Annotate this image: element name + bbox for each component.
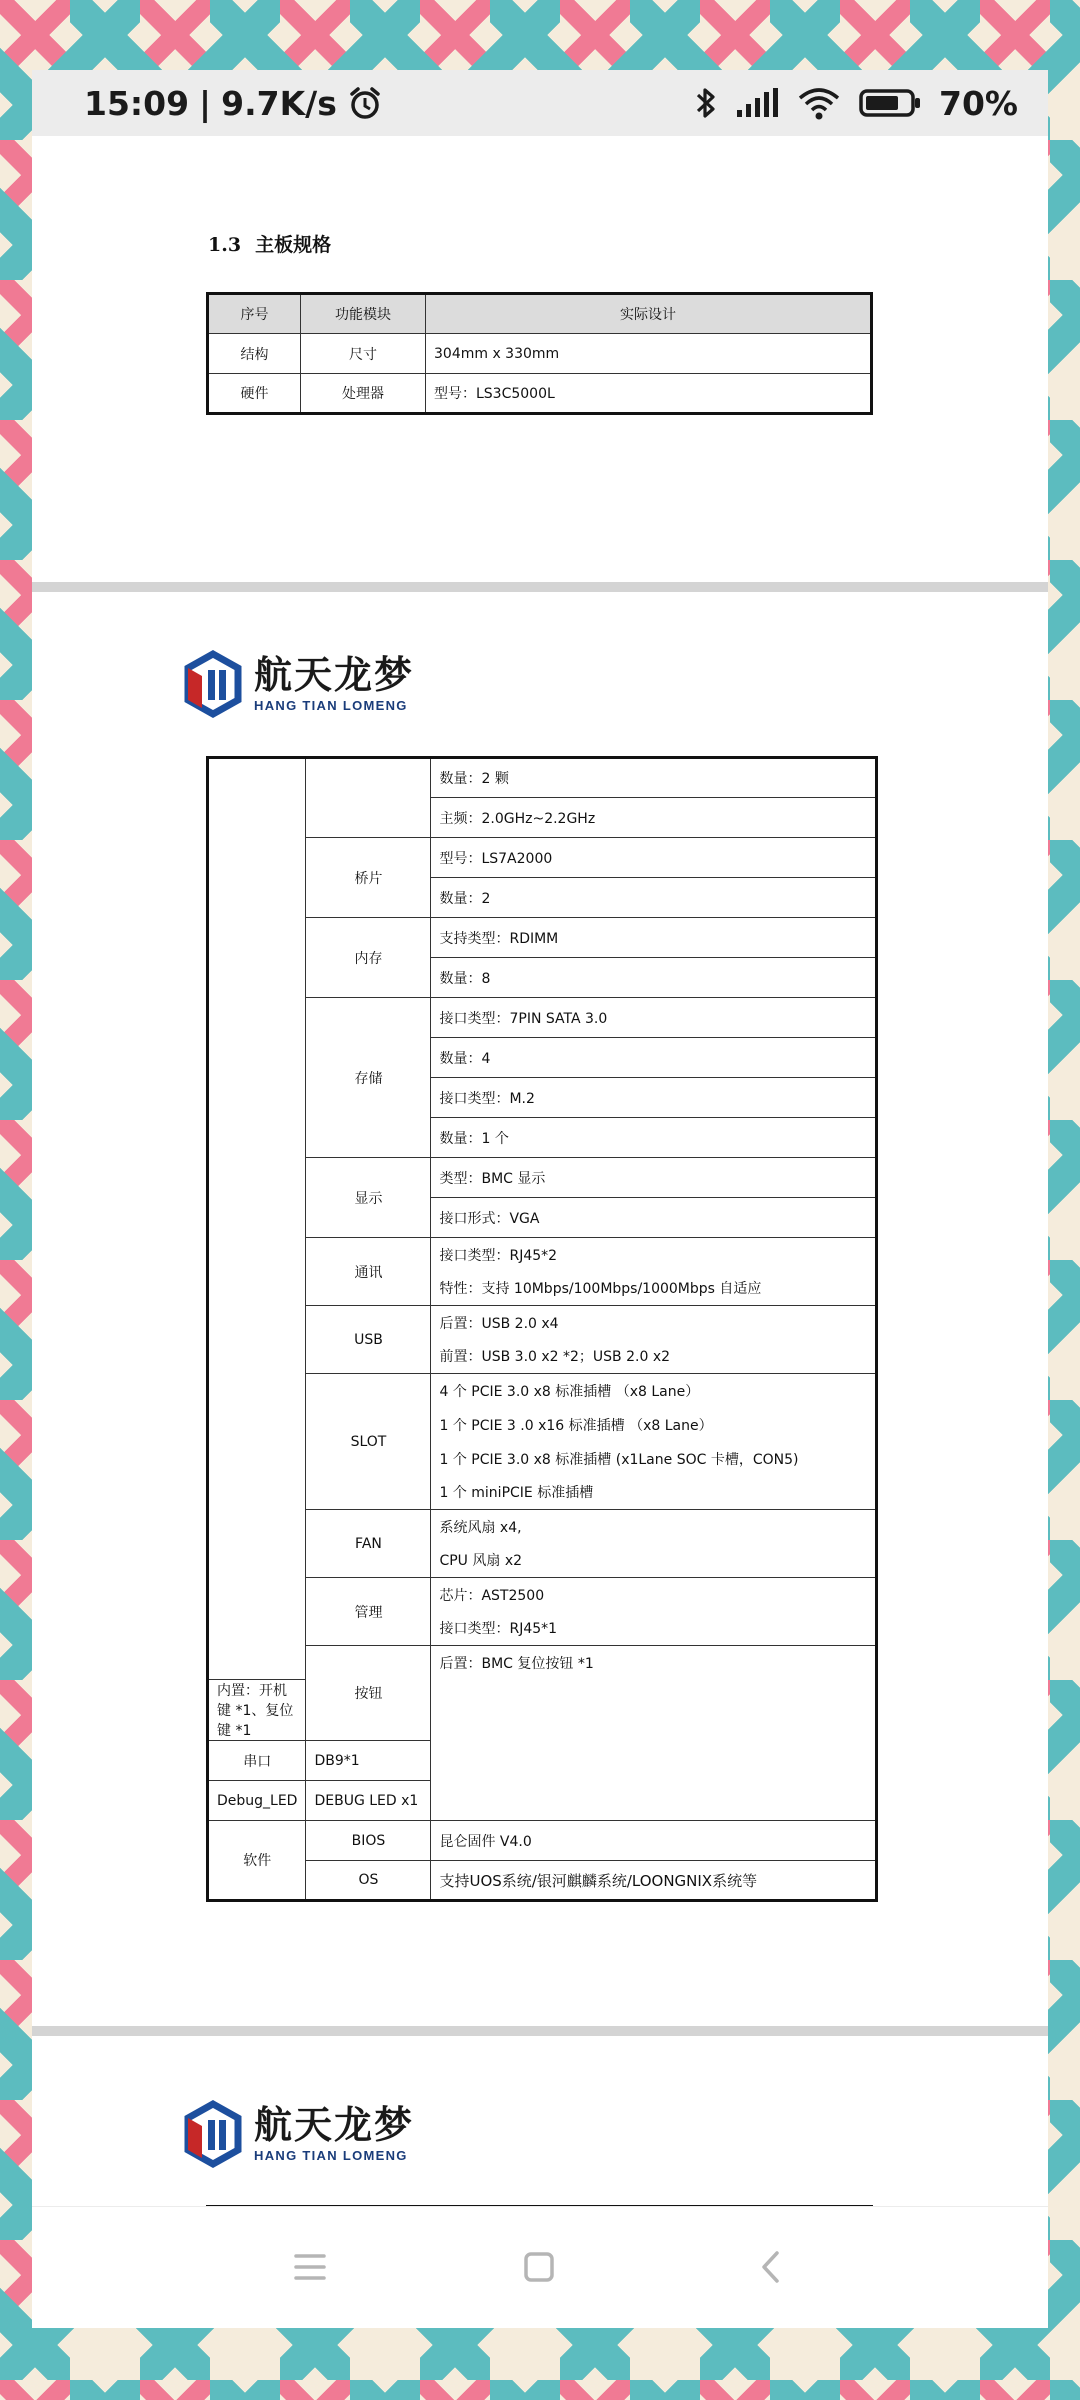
table-row (208, 1306, 877, 1340)
table-cell: FAN (306, 1510, 431, 1578)
logo-english-name: HANG TIAN LOMENG (254, 697, 408, 713)
table-cell: DEBUG LED x1 (306, 1781, 431, 1821)
back-icon (759, 2250, 781, 2284)
header-design: 实际设计 (426, 294, 872, 334)
table-cell: 4 个 PCIE 3.0 x8 标准插槽 （x8 Lane） (431, 1374, 877, 1408)
page-separator (32, 2026, 1048, 2036)
table-cell: 类型：BMC 显示 (431, 1158, 877, 1198)
table-cell: 型号：LS3C5000L (426, 374, 872, 414)
document-page-2 (32, 592, 1048, 2026)
table-row (208, 918, 877, 958)
table-cell: 特性：支持 10Mbps/100Mbps/1000Mbps 自适应 (431, 1272, 877, 1306)
table-cell: BIOS (306, 1821, 431, 1861)
menu-button[interactable] (290, 2247, 330, 2287)
table-cell: 硬件 (208, 374, 301, 414)
section-heading (208, 230, 331, 257)
table-row (208, 998, 877, 1038)
header-module: 功能模块 (301, 294, 426, 334)
table-cell: 304mm x 330mm (426, 334, 872, 374)
table-cell: 内置：开机键 *1、复位键 *1 (208, 1680, 306, 1741)
battery-icon (859, 88, 921, 118)
signal-icon (735, 88, 779, 118)
table-row (208, 1646, 877, 1680)
logo-english-name: HANG TIAN LOMENG (254, 2147, 408, 2163)
table-cell: 支持类型：RDIMM (431, 918, 877, 958)
table-cell: 芯片：AST2500 (431, 1578, 877, 1612)
company-logo (182, 2100, 414, 2168)
home-icon (523, 2251, 555, 2283)
table-cell: 接口类型：7PIN SATA 3.0 (431, 998, 877, 1038)
home-button[interactable] (519, 2247, 559, 2287)
table-cell: 串口 (208, 1741, 306, 1781)
status-time: 15:09 (84, 83, 190, 123)
logo-chinese-name: 航天龙梦 (254, 652, 415, 697)
table-cell: 内存 (306, 918, 431, 998)
table-row (208, 374, 872, 414)
table-cell: 软件 (208, 1821, 306, 1901)
table-cell: 昆仑固件 V4.0 (431, 1821, 877, 1861)
table-row (208, 1158, 877, 1198)
table-cell: 1 个 PCIE 3.0 x8 标准插槽 (x1Lane SOC 卡槽，CON5) (431, 1442, 877, 1476)
table-row (208, 1861, 877, 1901)
table-cell: 数量：2 颗 (431, 758, 877, 798)
table-cell (208, 758, 306, 1680)
table-cell: 后置：BMC 复位按钮 *1 (431, 1646, 877, 1680)
table-row (208, 838, 877, 878)
table-cell: 数量：8 (431, 958, 877, 998)
table-row (208, 1821, 877, 1861)
table-cell: 结构 (208, 334, 301, 374)
table-cell: 数量：4 (431, 1038, 877, 1078)
table-cell: 数量：2 (431, 878, 877, 918)
table-cell: 支持UOS系统/银河麒麟系统/LOONGNIX系统等 (431, 1861, 877, 1901)
table-cell: 尺寸 (301, 334, 426, 374)
table-cell: 处理器 (301, 374, 426, 414)
table-row (208, 758, 877, 798)
table-cell: 桥片 (306, 838, 431, 918)
table-row (208, 1741, 877, 1781)
table-cell: DB9*1 (306, 1741, 431, 1781)
alarm-icon (347, 85, 383, 121)
navigation-bar (32, 2206, 1048, 2328)
table-cell (306, 758, 431, 838)
page-separator (32, 582, 1048, 592)
table-cell: 1 个 PCIE 3 .0 x16 标准插槽 （x8 Lane） (431, 1408, 877, 1442)
table-row (208, 334, 872, 374)
table-cell: 显示 (306, 1158, 431, 1238)
table-cell: 主频：2.0GHz~2.2GHz (431, 798, 877, 838)
document-page-1 (32, 136, 1048, 582)
table-cell: 存储 (306, 998, 431, 1158)
table-cell: USB (306, 1306, 431, 1374)
spec-table-2 (206, 756, 878, 1902)
table-cell: 后置：USB 2.0 x4 (431, 1306, 877, 1340)
table-cell: 接口类型：RJ45*1 (431, 1612, 877, 1646)
table-cell: 接口类型：RJ45*2 (431, 1238, 877, 1272)
table-row (208, 1578, 877, 1612)
logo-chinese-name: 航天龙梦 (254, 2102, 415, 2147)
table-header-row (208, 294, 872, 334)
table-row (208, 1510, 877, 1544)
table-cell: Debug_LED (208, 1781, 306, 1821)
spec-table-1 (206, 292, 873, 415)
table-cell: 前置：USB 3.0 x2 *2；USB 2.0 x2 (431, 1340, 877, 1374)
network-speed: 9.7K/s (221, 83, 337, 123)
table-cell: 系统风扇 x4, (431, 1510, 877, 1544)
table-cell: 数量：1 个 (431, 1118, 877, 1158)
table-cell: 通讯 (306, 1238, 431, 1306)
bluetooth-icon (695, 85, 717, 121)
table-cell: 管理 (306, 1578, 431, 1646)
table-cell: CPU 风扇 x2 (431, 1544, 877, 1578)
battery-percent: 70% (939, 83, 1018, 123)
menu-icon (294, 2252, 326, 2282)
table-cell: 型号：LS7A2000 (431, 838, 877, 878)
table-row (208, 1781, 877, 1821)
table-cell: OS (306, 1861, 431, 1901)
table-cell: 1 个 miniPCIE 标准插槽 (431, 1476, 877, 1510)
table-cell: 按钮 (306, 1646, 431, 1741)
table-cell: SLOT (306, 1374, 431, 1510)
logo-mark-icon (182, 650, 244, 718)
table-row (208, 1238, 877, 1272)
section-title: 主板规格 (255, 234, 332, 256)
phone-screen (32, 70, 1048, 2328)
table-cell: 接口形式：VGA (431, 1198, 877, 1238)
status-bar (32, 70, 1048, 136)
status-separator: | (199, 83, 212, 123)
logo-mark-icon (182, 2100, 244, 2168)
section-number: 1.3 (208, 234, 242, 256)
table-row (208, 1374, 877, 1408)
wifi-icon (797, 86, 841, 120)
table-cell: 接口类型：M.2 (431, 1078, 877, 1118)
header-seq: 序号 (208, 294, 301, 334)
back-button[interactable] (750, 2247, 790, 2287)
company-logo (182, 650, 414, 718)
